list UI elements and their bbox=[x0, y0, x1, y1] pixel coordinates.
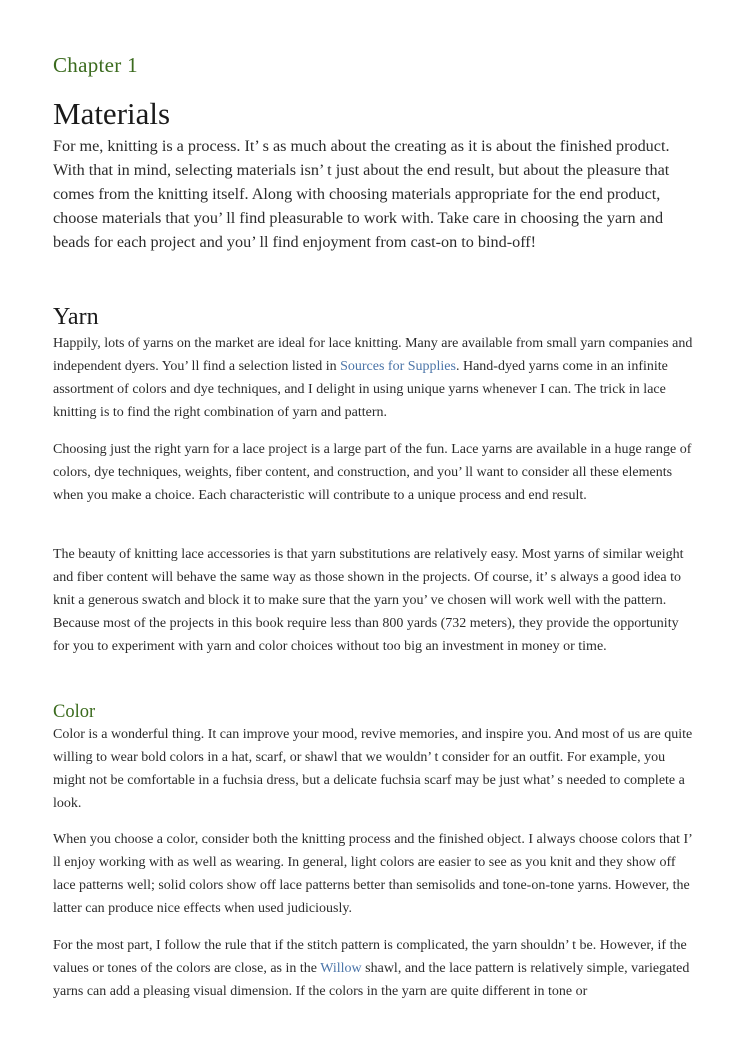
yarn-paragraph-1 bbox=[53, 332, 698, 424]
color-p3-text-after: shawl, and the lace pattern is relatively simple, variegated yarns can add a pleasing visual dimension. If the colors in the yarn are quite different in tone or bbox=[53, 961, 690, 999]
yarn-p1-text-after: . Hand-dyed yarns come in an infinite assortment of colors and dye techniques, and I delight in using unique yarns whenever I can. The trick in lace knitting is to find the right combination of yarn and pattern. bbox=[53, 359, 668, 420]
yarn-paragraph-2: Choosing just the right yarn for a lace project is a large part of the fun. Lace yarns are available in a huge range of colors, dye techniques, weights, fiber content, and construction, and you’ ll want to consider all these elements when you make a choice. Each characteristic will contribute to a unique process and end result. bbox=[53, 442, 692, 503]
color-p3-text-before: For the most part, I follow the rule that if the stitch pattern is complicated, the yarn shouldn’ t be. However, if the values or tones of the colors are close, as in the bbox=[53, 938, 687, 976]
willow-link[interactable]: Willow bbox=[320, 961, 362, 976]
yarn-p1-text-before: Happily, lots of yarns on the market are ideal for lace knitting. Many are available from small yarn companies and independent dyers. You’ ll find a selection listed in bbox=[53, 336, 693, 374]
color-paragraph-3 bbox=[53, 934, 698, 1003]
section-heading-yarn: Yarn bbox=[53, 304, 99, 330]
color-paragraph-2: When you choose a color, consider both the knitting process and the finished object. I always choose colors that I’ ll enjoy working with as well as wearing. In general, light colors are easier to see as you knit and they show off lace patterns well; solid colors show off lace patterns better than semisolids and tone-on-tone yarns. However, the latter can produce nice effects when used judiciously. bbox=[53, 832, 692, 916]
sources-for-supplies-link[interactable]: Sources for Supplies bbox=[340, 359, 456, 374]
section-heading-color: Color bbox=[53, 702, 96, 722]
yarn-paragraph-3: The beauty of knitting lace accessories is that yarn substitutions are relatively easy. Most yarns of similar weight and fiber content will behave the same way as those shown in the projects. Of course, it’ s always a good idea to knit a generous swatch and block it to make sure that the yarn you’ ve chosen will work well with the pattern. Because most of the projects in this book require less than 800 yards (732 meters), they provide the opportunity for you to experiment with yarn and color choices without too big an investment in money or time. bbox=[53, 547, 684, 654]
color-paragraph-1: Color is a wonderful thing. It can improve your mood, revive memories, and inspire you. And most of us are quite willing to wear bold colors in a hat, scarf, or shawl that we wouldn’ t consider for an outfit. For example, you might not be comfortable in a fuchsia dress, but a delicate fuchsia scarf may be just what’ s needed to complete a look. bbox=[53, 727, 693, 811]
chapter-label: Chapter 1 bbox=[53, 53, 138, 77]
page-title: Materials bbox=[53, 96, 171, 131]
intro-paragraph: For me, knitting is a process. It’ s as much about the creating as it is about the finished product. With that in mind, selecting materials isn’ t just about the end result, but about the pleasure that comes from the knitting itself. Along with choosing materials appropriate for the end product, choose materials that you’ ll find pleasurable to work with. Take care in choosing the yarn and beads for each project and you’ ll find enjoyment from cast-on to bind-off! bbox=[53, 137, 670, 251]
